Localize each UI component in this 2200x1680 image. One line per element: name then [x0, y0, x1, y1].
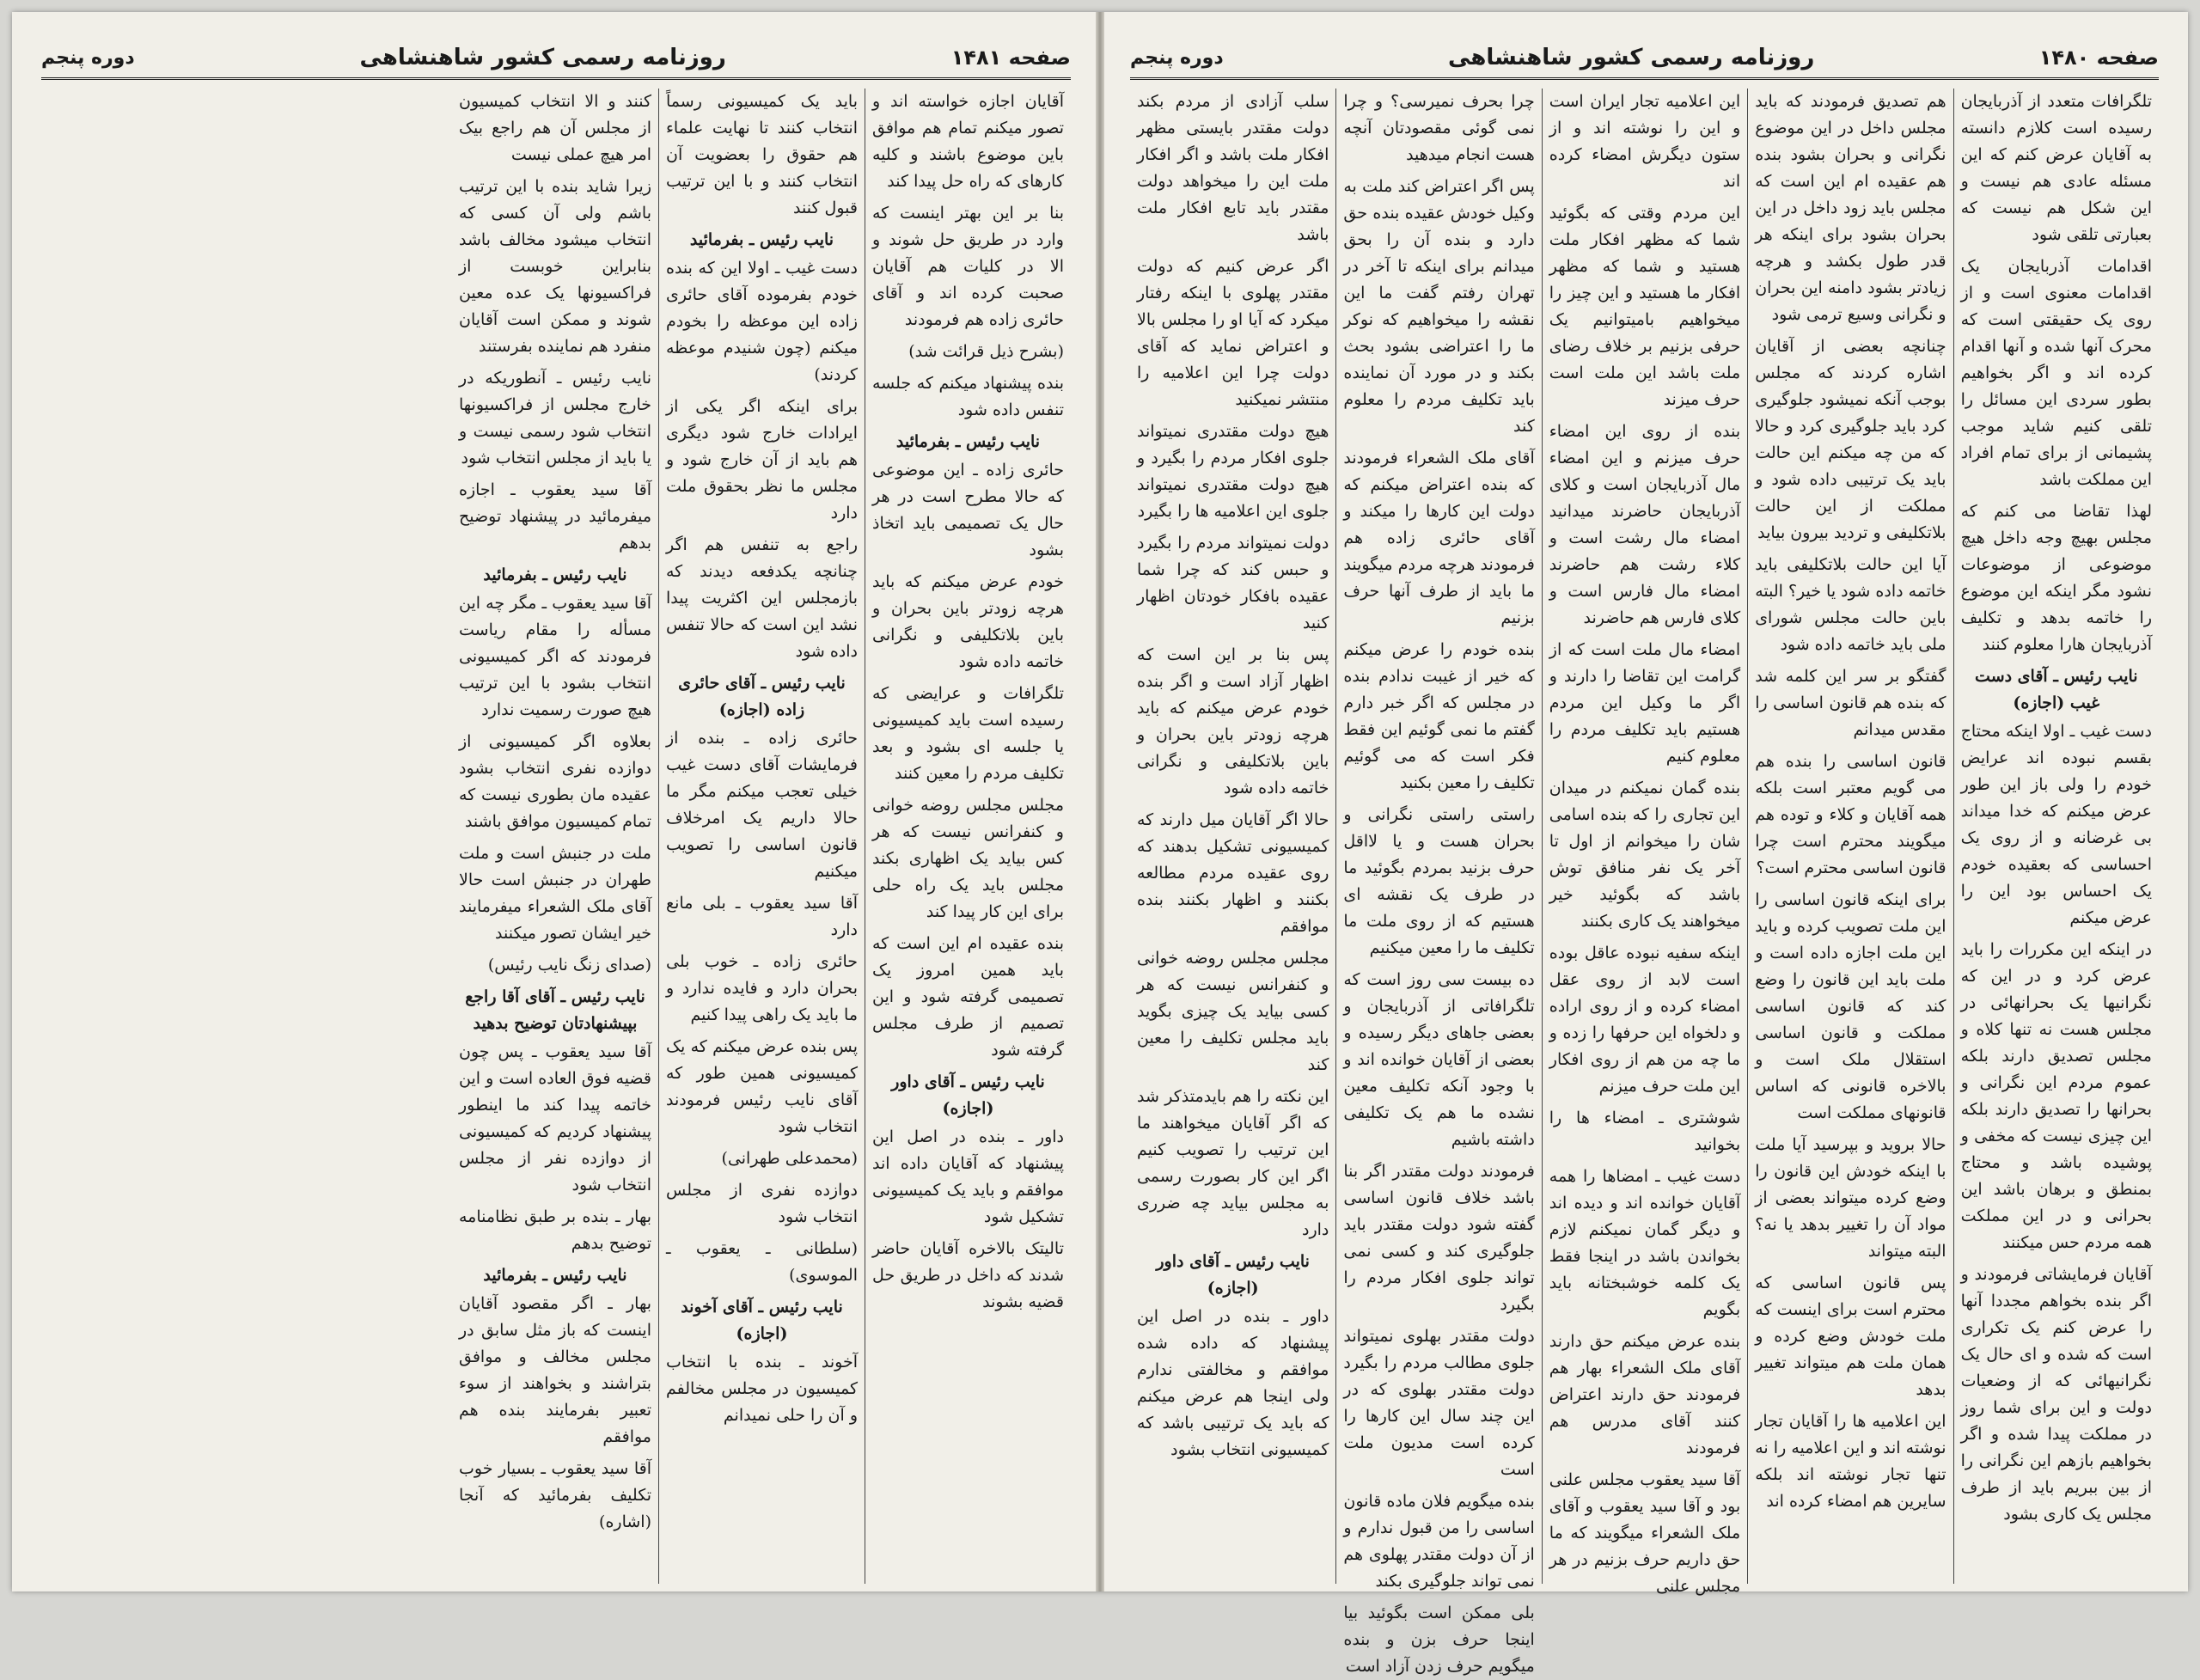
newspaper-spread	[12, 12, 2188, 1676]
paragraph: (محمدعلی طهرانی)	[721, 1149, 858, 1168]
speaker-heading: نایب رئیس ـ آقای حائری زاده (اجازه)	[678, 674, 846, 719]
paragraph: تلگرافات متعدد از آذربایجان رسیده است کلازم دانسته به آقایان عرض کنم که این مسئله عادی هم نیست و این شکل هم نیست که بعبارتی تلقی شود	[1960, 92, 2152, 244]
text-column	[1130, 89, 1335, 1584]
paragraph: آقا سید یعقوب ـ پس چون قضیه فوق العاده است و این خاتمه پیدا کند ما اینطور پیشنهاد کردیم که کمیسیونی از دوازده نفر از مجلس انتخاب شود	[459, 1042, 651, 1194]
paragraph: تالیتک بالاخره آقایان حاضر شدند که داخل در طریق حل قضیه بشوند	[872, 1239, 1064, 1311]
paragraph: مجلس مجلس روضه خوانی و کنفرانس نیست که هر کس بیاید یک اظهاری بکند مجلس باید یک راه حلی برای این کار پیدا کند	[872, 796, 1064, 921]
paragraph: آقایان اجازه خواسته اند و تصور میکنم تمام هم موافق باین موضوع باشند و کلیه کارهای که راه حل پیدا کند	[872, 92, 1064, 191]
speaker-heading: نایب رئیس ـ آقای آقا راجع بپیشنهادتان توضیح بدهید	[465, 987, 645, 1033]
newspaper-title: روزنامه رسمی کشور شاهنشاهی	[1448, 45, 1815, 70]
text-column	[1542, 89, 1747, 1596]
paragraph: بنا بر این بهتر اینست که وارد در طریق حل شوند و الا در کلیات هم آقایان صحبت کرده اند و آقای حائری زاده هم فرمودند	[872, 204, 1064, 329]
paragraph: امضاء مال ملت است که از گرامت این تقاضا را دارند و اگر ما وکیل این مردم هستیم باید تکلیف مردم را معلوم کنیم	[1549, 640, 1741, 766]
paragraph: چرا بحرف نمیرسی؟ و چرا نمی گوئی مقصودتان آنچه هست انجام میدهید	[1343, 92, 1535, 164]
paragraph: دست غیب ـ اولا اینکه محتاج بقسم نبوده اند عرایض خودم را ولی باز این طور عرض میکنم که خدا میداند بی غرضانه و از روی یک احساسی که بعقیده خودم یک احساس بود این را عرض میکنم	[1960, 722, 2152, 927]
paragraph: بعلاوه اگر کمیسیونی از دوازده نفری انتخاب بشود عقیده مان بطوری نیست که تمام کمیسیون موافق باشند	[459, 732, 651, 831]
paragraph: تلگرافات و عرایضی که رسیده است باید کمیسیونی یا جلسه ای بشود و بعد تکلیف مردم را معین کنند	[872, 684, 1064, 783]
paragraph: آقا سید یعقوب ـ مگر چه این مسأله را مقام ریاست فرمودند که اگر کمیسیونی انتخاب بشود با این ترتیب هیچ صورت رسمیت ندارد	[459, 594, 651, 719]
paragraph: (بشرح ذیل قرائت شد)	[908, 342, 1064, 361]
page-number: صفحه ۱۴۸۱	[950, 46, 1071, 70]
paragraph: آقا سید یعقوب ـ اجازه میفرمائید در پیشنهاد توضیح بدهم	[459, 480, 651, 553]
paragraph: راستی راستی نگرانی و بحران هست و یا لااقل حرف بزنید بمردم بگوئید ما در طرف یک نقشه ای هستیم که از روی ملت ما تکلیف ما را معین میکنیم	[1343, 805, 1535, 957]
speaker-heading: نایب رئیس ـ بفرمائید	[483, 565, 627, 584]
speaker-heading: نایب رئیس ـ بفرمائید	[689, 230, 834, 249]
paragraph: بنده گمان نمیکنم در میدان این تجاری را که بنده اسامی شان را میخوانم از اول تا آخر یک نفر منافق توش باشد که بگوئید خیر میخواهند یک کاری بکنند	[1549, 779, 1741, 931]
right-page-header	[1130, 38, 2159, 80]
paragraph: فرمودند دولت مقتدر اگر بنا باشد خلاف قانون اساسی گفته شود دولت مقتدر باید جلوگیری کند و کسی نمی تواند جلوی افکار مردم را بگیرد	[1343, 1162, 1535, 1314]
paragraph: داور ـ بنده در اصل این پیشنهاد که داده شده موافقم و مخالفتی ندارم ولی اینجا هم عرض میکنم که باید یک ترتیبی باشد که کمیسیونی انتخاب بشود	[1136, 1307, 1329, 1459]
paragraph: خودم عرض میکنم که باید هرچه زودتر باین بحران و باین بلاتکلیفی و نگرانی خاتمه داده شود	[872, 572, 1064, 671]
speaker-heading: نایب رئیس ـ آقای داور (اجازه)	[891, 1072, 1045, 1118]
speaker-heading: نایب رئیس ـ بفرمائید	[895, 432, 1041, 451]
page-number: صفحه ۱۴۸۰	[2038, 46, 2159, 70]
paragraph: قانون اساسی را بنده هم می گویم معتبر است بلکه همه آقایان و کلاء و توده هم میگویند محترم است چرا قانون اساسی محترم است؟	[1755, 752, 1946, 877]
paragraph: هیچ دولت مقتدری نمیتواند جلوی افکار مردم را بگیرد و هیچ دولت مقتدری نمیتواند جلوی این اعلامیه ها را بگیرد	[1136, 422, 1329, 521]
paragraph: دولت نمیتواند مردم را بگیرد و حبس کند که چرا شما عقیده بافکار خودتان اظهار کنید	[1136, 534, 1329, 632]
text-column	[452, 89, 658, 1584]
right-page-columns	[1130, 89, 2159, 1676]
paragraph: دست غیب ـ اولا این که بنده خودم بفرموده آقای حائری زاده این موعظه را بخودم میکنم (چون شنیدم موعظه کردند)	[666, 259, 858, 384]
paragraph: اینکه سفیه نبوده عاقل بوده است لابد از روی عقل امضاء کرده و از روی اراده و دلخواه این حرفها را زده و ما چه من هم از روی افکار این ملت حرف میزنم	[1549, 944, 1741, 1096]
paragraph: دوازده نفری از مجلس انتخاب شود	[666, 1181, 858, 1226]
text-column	[658, 89, 865, 1584]
session-period: دوره پنجم	[1130, 46, 1224, 69]
paragraph: داور ـ بنده در اصل این پیشنهاد که آقایان داده اند موافقم و باید یک کمیسیونی تشکیل شود	[872, 1127, 1064, 1226]
paragraph: این اعلامیه ها را آقایان تجار نوشته اند و این اعلامیه را نه تنها تجار نوشته اند بلکه سایرین هم امضاء کرده اند	[1755, 1412, 1946, 1511]
paragraph: آقا سید یعقوب ـ بسیار خوب تکلیف بفرمائید که آنجا (اشاره)	[459, 1459, 651, 1531]
session-period: دوره پنجم	[41, 46, 135, 69]
paragraph: حائری زاده ـ خوب بلی بحران دارد و فایده ندارد و ما باید یک راهی پیدا کنیم	[666, 952, 858, 1024]
paragraph: این اعلامیه تجار ایران است و این را نوشته اند و از ستون دیگرش امضاء کرده اند	[1549, 92, 1741, 191]
paragraph: گفتگو بر سر این کلمه شد که بنده هم قانون اساسی را مقدس میدانم	[1755, 667, 1946, 739]
text-column	[1747, 89, 1952, 1584]
paragraph: ملت در جنبش است و ملت طهران در جنبش است حالا آقای ملک الشعراء میفرمایند خیر ایشان تصور میکنند	[459, 844, 651, 943]
paragraph: (صدای زنگ نایب رئیس)	[487, 956, 651, 974]
paragraph: ده بیست سی روز است که تلگرافاتی از آذربایجان و بعضی جاهای دیگر رسیده و بعضی از آقایان خوانده اند و با وجود آنکه تکلیف معین نشده ما هم یک تکلیفی داشته باشیم	[1343, 970, 1535, 1149]
paragraph: بنده عقیده ام این است که باید همین امروز یک تصمیمی گرفته شود و این تصمیم از طرف مجلس گرفته شود	[872, 934, 1064, 1060]
paragraph: بنده عرض میکنم حق دارند آقای ملک الشعراء بهار هم فرمودند حق دارند اعتراض کنند آقای مدرس هم فرمودند	[1549, 1332, 1741, 1457]
paragraph: اگر عرض کنیم که دولت مقتدر پهلوی با اینکه رفتار میکرد که آیا او را مجلس بالا و اعتراض نماید که آقای دولت چرا این اعلامیه را منتشر نمیکنید	[1136, 257, 1329, 409]
paragraph: بنده پیشنهاد میکنم که جلسه تنفس داده شود	[872, 374, 1064, 419]
paragraph: حائری زاده ـ بنده از فرمایشات آقای دست غیب خیلی تعجب میکنم مگر ما حالا داریم یک امرخلاف قانون اساسی را تصویب میکنیم	[666, 729, 858, 881]
speaker-heading: نایب رئیس ـ آقای داور (اجازه)	[1156, 1252, 1310, 1298]
text-column	[1335, 89, 1541, 1676]
paragraph: آقا سید یعقوب ـ بلی مانع دارد	[666, 894, 858, 939]
paragraph: این مردم وقتی که بگوئید شما که مظهر افکار ملت هستید و شما که مظهر افکار ما هستید و این چیز را میخواهیم بامیتوانیم یک حرفی بزنیم بر خلاف رضای ملت باشد این ملت است حرف میزند	[1549, 204, 1741, 409]
paragraph: کنند و الا انتخاب کمیسیون از مجلس آن هم راجع بیک امر هیچ عملی نیست	[459, 92, 651, 164]
speaker-heading: نایب رئیس ـ آقای آخوند (اجازه)	[681, 1298, 843, 1343]
page-gutter	[1096, 12, 1104, 1591]
paragraph: پس اگر اعتراض کند ملت به وکیل خودش عقیده بنده حق دارد و بنده آن را بحق میدانم برای اینکه تا آخر در تهران رفتم گفت ما این نقشه را میخواهیم که نوکر ما را اعتراضی بشود بحث بکند و در مورد آن نماینده باید تکلیف مردم را معلوم کند	[1343, 177, 1535, 436]
paragraph: آخوند ـ بنده با انتخاب کمیسیون در مجلس مخالفم و آن را حلی نمیدانم	[666, 1353, 858, 1425]
paragraph: (سلطانی ـ یعقوب ـ الموسوی)	[666, 1239, 858, 1285]
speaker-heading: نایب رئیس ـ بفرمائید	[483, 1266, 627, 1285]
paragraph: زیرا شاید بنده با این ترتیب باشم ولی آن کسی که انتخاب میشود مخالف باشد بنابراین خوبست از فراکسیونها یک عده معین شوند و ممکن است آقایان منفرد هم نماینده بفرستند	[459, 177, 651, 356]
text-column	[865, 89, 1071, 1584]
paragraph: دست غیب ـ امضاها را همه آقایان خوانده اند و دیده اند و دیگر گمان نمیکنم لازم بخواندن باشد در اینجا فقط یک کلمه خوشبختانه باید بگویم	[1549, 1167, 1741, 1319]
paragraph: حالا بروید و بپرسید آیا ملت با اینکه خودش این قانون را وضع کرده میتواند بعضی از مواد آن را تغییر بدهد یا نه؟ البته میتواند	[1755, 1135, 1946, 1261]
paragraph: بهار ـ اگر مقصود آقایان اینست که باز مثل سابق در مجلس مخالف و موافق بتراشند و بخواهند از سوء تعبیر بفرمایند بنده هم موافقم	[459, 1294, 651, 1446]
paragraph: پس بنده عرض میکنم که یک کمیسیونی همین طور که آقای نایب رئیس فرمودند انتخاب شود	[666, 1037, 858, 1136]
left-page	[12, 12, 1100, 1591]
paragraph: این نکته را هم بایدمتذکر شد که اگر آقایان میخواهند ما این ترتیب را تصویب کنیم اگر این کار بصورت رسمی به مجلس بیاید چه ضرری دارد	[1136, 1087, 1329, 1239]
paragraph: نایب رئیس ـ آنطوریکه در خارج مجلس از فراکسیونها انتخاب شود رسمی نیست و یا باید از مجلس انتخاب شود	[459, 369, 651, 467]
text-column	[1953, 89, 2159, 1584]
paragraph: راجع به تنفس هم اگر چنانچه یکدفعه دیدند که بازمجلس این اکثریت پیدا نشد این است که حالا تنفس داده شود	[666, 535, 858, 661]
paragraph: حائری زاده ـ این موضوعی که حالا مطرح است در هر حال یک تصمیمی باید اتخاذ بشود	[872, 461, 1064, 559]
paragraph: بلی ممکن است بگوئید بیا اینجا حرف بزن و بنده میگویم حرف زدن آزاد است	[1343, 1604, 1535, 1676]
speaker-heading: نایب رئیس ـ آقای دست غیب (اجازه)	[1975, 667, 2138, 712]
paragraph: دولت مقتدر بهلوی نمیتواند جلوی مطالب مردم را بگیرد دولت مقتدر بهلوی که در این چند سال این کارها را کرده است مدیون ملت است	[1343, 1327, 1535, 1479]
paragraph: آقای ملک الشعراء فرمودند که بنده اعتراض میکنم که دولت این کارها را میکند و آقای حائری زاده هم فرمودند هرچه مردم میگویند ما باید از طرف آنها حرف بزنیم	[1343, 449, 1535, 627]
right-page	[1100, 12, 2188, 1676]
paragraph: پس بنا بر این است که اظهار آزاد است و اگر بنده خودم عرض میکنم که باید هرچه زودتر باین بحران و باین بلاتکلیفی و نگرانی خاتمه داده شود	[1136, 645, 1329, 797]
paragraph: چنانچه بعضی از آقایان اشاره کردند که مجلس بوجب آنکه نمیشود جلوگیری کرد باید جلوگیری کرد و حالا که من چه میکنم این حالت باید یک ترتیبی داده شود و مملکت از این حالت بلاتکلیفی و تردید بیرون بیاید	[1755, 337, 1946, 542]
paragraph: بهار ـ بنده بر طبق نظامنامه توضیح بدهم	[459, 1207, 651, 1253]
left-page-columns	[41, 89, 1071, 1584]
paragraph: برای اینکه قانون اساسی را این ملت تصویب کرده و باید این ملت اجازه داده است و ملت باید این قانون را وضع کند که قانون اساسی مملکت و قانون اساسی استقلال ملک است و بالاخره قانونی که اساس قانونهای مملکت است	[1755, 890, 1946, 1122]
left-page-header	[41, 38, 1071, 80]
paragraph: مجلس مجلس روضه خوانی و کنفرانس نیست که هر کسی بیاید یک چیزی بگوید باید مجلس تکلیف را معین کند	[1136, 949, 1329, 1074]
paragraph: برای اینکه اگر یکی از ایرادات خارج شود دیگری هم باید از آن خارج شود و مجلس ما نظر بحقوق ملت دارد	[666, 397, 858, 522]
paragraph: بنده از روی این امضاء حرف میزنم و این امضاء مال آذربایجان است و کلای آذربایجان حاضرند میدانید امضاء مال رشت است و کلاء رشت هم حاضرند امضاء مال فارس است و کلای فارس هم حاضرند	[1549, 422, 1741, 627]
paragraph: حالا اگر آقایان میل دارند که کمیسیونی تشکیل بدهند که روی عقیده مردم مطالعه بکنند و اظهار بکنند بنده موافقم	[1136, 810, 1329, 936]
paragraph: اقدامات آذربایجان یک اقدامات معنوی است و از روی یک حقیقتی است که محرک آنها شده و آنها اقدام کرده اند و اگر بخواهیم بطور سردی این مسائل را تلقی کنیم شاید موجب پشیمانی از برای تمام افراد این مملکت باشد	[1960, 257, 2152, 489]
paragraph: لهذا تقاضا می کنم که مجلس بهیچ وجه داخل هیچ موضوعی از موضوعات نشود مگر اینکه این موضوع را خاتمه بدهد و تکلیف آذربایجان هارا معلوم کنند	[1960, 502, 2152, 654]
paragraph: آقایان فرمایشاتی فرمودند و اگر بنده بخواهم مجددا آنها را عرض کنم یک تکراری است که شده و ای حال یک نگرانیهائی که از وضعیات دولت و این برای شما روز در مملکت پیدا شده و اگر بخواهیم بازهم این نگرانی را از بین ببریم باید از طرف مجلس یک کاری بشود	[1960, 1265, 2152, 1524]
paragraph: پس قانون اساسی که محترم است برای اینست که ملت خودش وضع کرده و همان ملت هم میتواند تغییر بدهد	[1755, 1274, 1946, 1399]
paragraph: باید یک کمیسیونی رسماً انتخاب کنند تا نهایت علماء هم حقوق را بعضویت آن انتخاب کنند و با این ترتیب قبول کنند	[666, 92, 858, 217]
paragraph: بنده میگویم فلان ماده قانون اساسی را من قبول ندارم و از آن دولت مقتدر پهلوی هم نمی تواند جلوگیری بکند	[1343, 1492, 1535, 1591]
paragraph: شوشتری ـ امضاء ها را بخوانید	[1549, 1109, 1741, 1154]
paragraph: هم تصدیق فرمودند که باید مجلس داخل در این موضوع نگرانی و بحران بشود بنده هم عقیده ام این است که مجلس باید زود داخل در این بحران بشود برای اینکه هر قدر طول بکشد و هرچه زیادتر بشود دامنه این بحران و نگرانی وسیع ترمی شود	[1755, 92, 1946, 324]
paragraph: در اینکه این مکررات را باید عرض کرد و در این که نگرانیها یک بحرانهائی در مجلس هست نه تنها کلاه و مجلس تصدیق دارند بلکه عموم مردم این نگرانی و بحرانها را تصدیق دارند بلکه این چیزی نیست که مخفی و پوشیده باشد و محتاج بمنطق و برهان باشد این بحرانی و در این مملکت همه مردم حس میکنند	[1960, 940, 2152, 1252]
paragraph: بنده خودم را عرض میکنم که خیر از غیبت ندادم بنده در مجلس که اگر خبر دارم گفتم ما نمی گوئیم این فقط فکر است که می گوئیم تکلیف را معین بکنید	[1343, 640, 1535, 792]
paragraph: آقا سید یعقوب مجلس علنی بود و آقا سید یعقوب و آقای ملک الشعراء میگویند که ما حق داریم حرف بزنیم در هر مجلس علنی	[1549, 1470, 1741, 1596]
paragraph: سلب آزادی از مردم بکند دولت مقتدر بایستی مظهر افکار ملت باشد و اگر افکار ملت این را میخواهد دولت مقتدر باید تابع افکار ملت باشد	[1136, 92, 1329, 244]
paragraph: آیا این حالت بلاتکلیفی باید خاتمه داده شود یا خیر؟ البته باین حالت مجلس شورای ملی باید خاتمه داده شود	[1755, 555, 1946, 654]
newspaper-title: روزنامه رسمی کشور شاهنشاهی	[359, 45, 726, 70]
